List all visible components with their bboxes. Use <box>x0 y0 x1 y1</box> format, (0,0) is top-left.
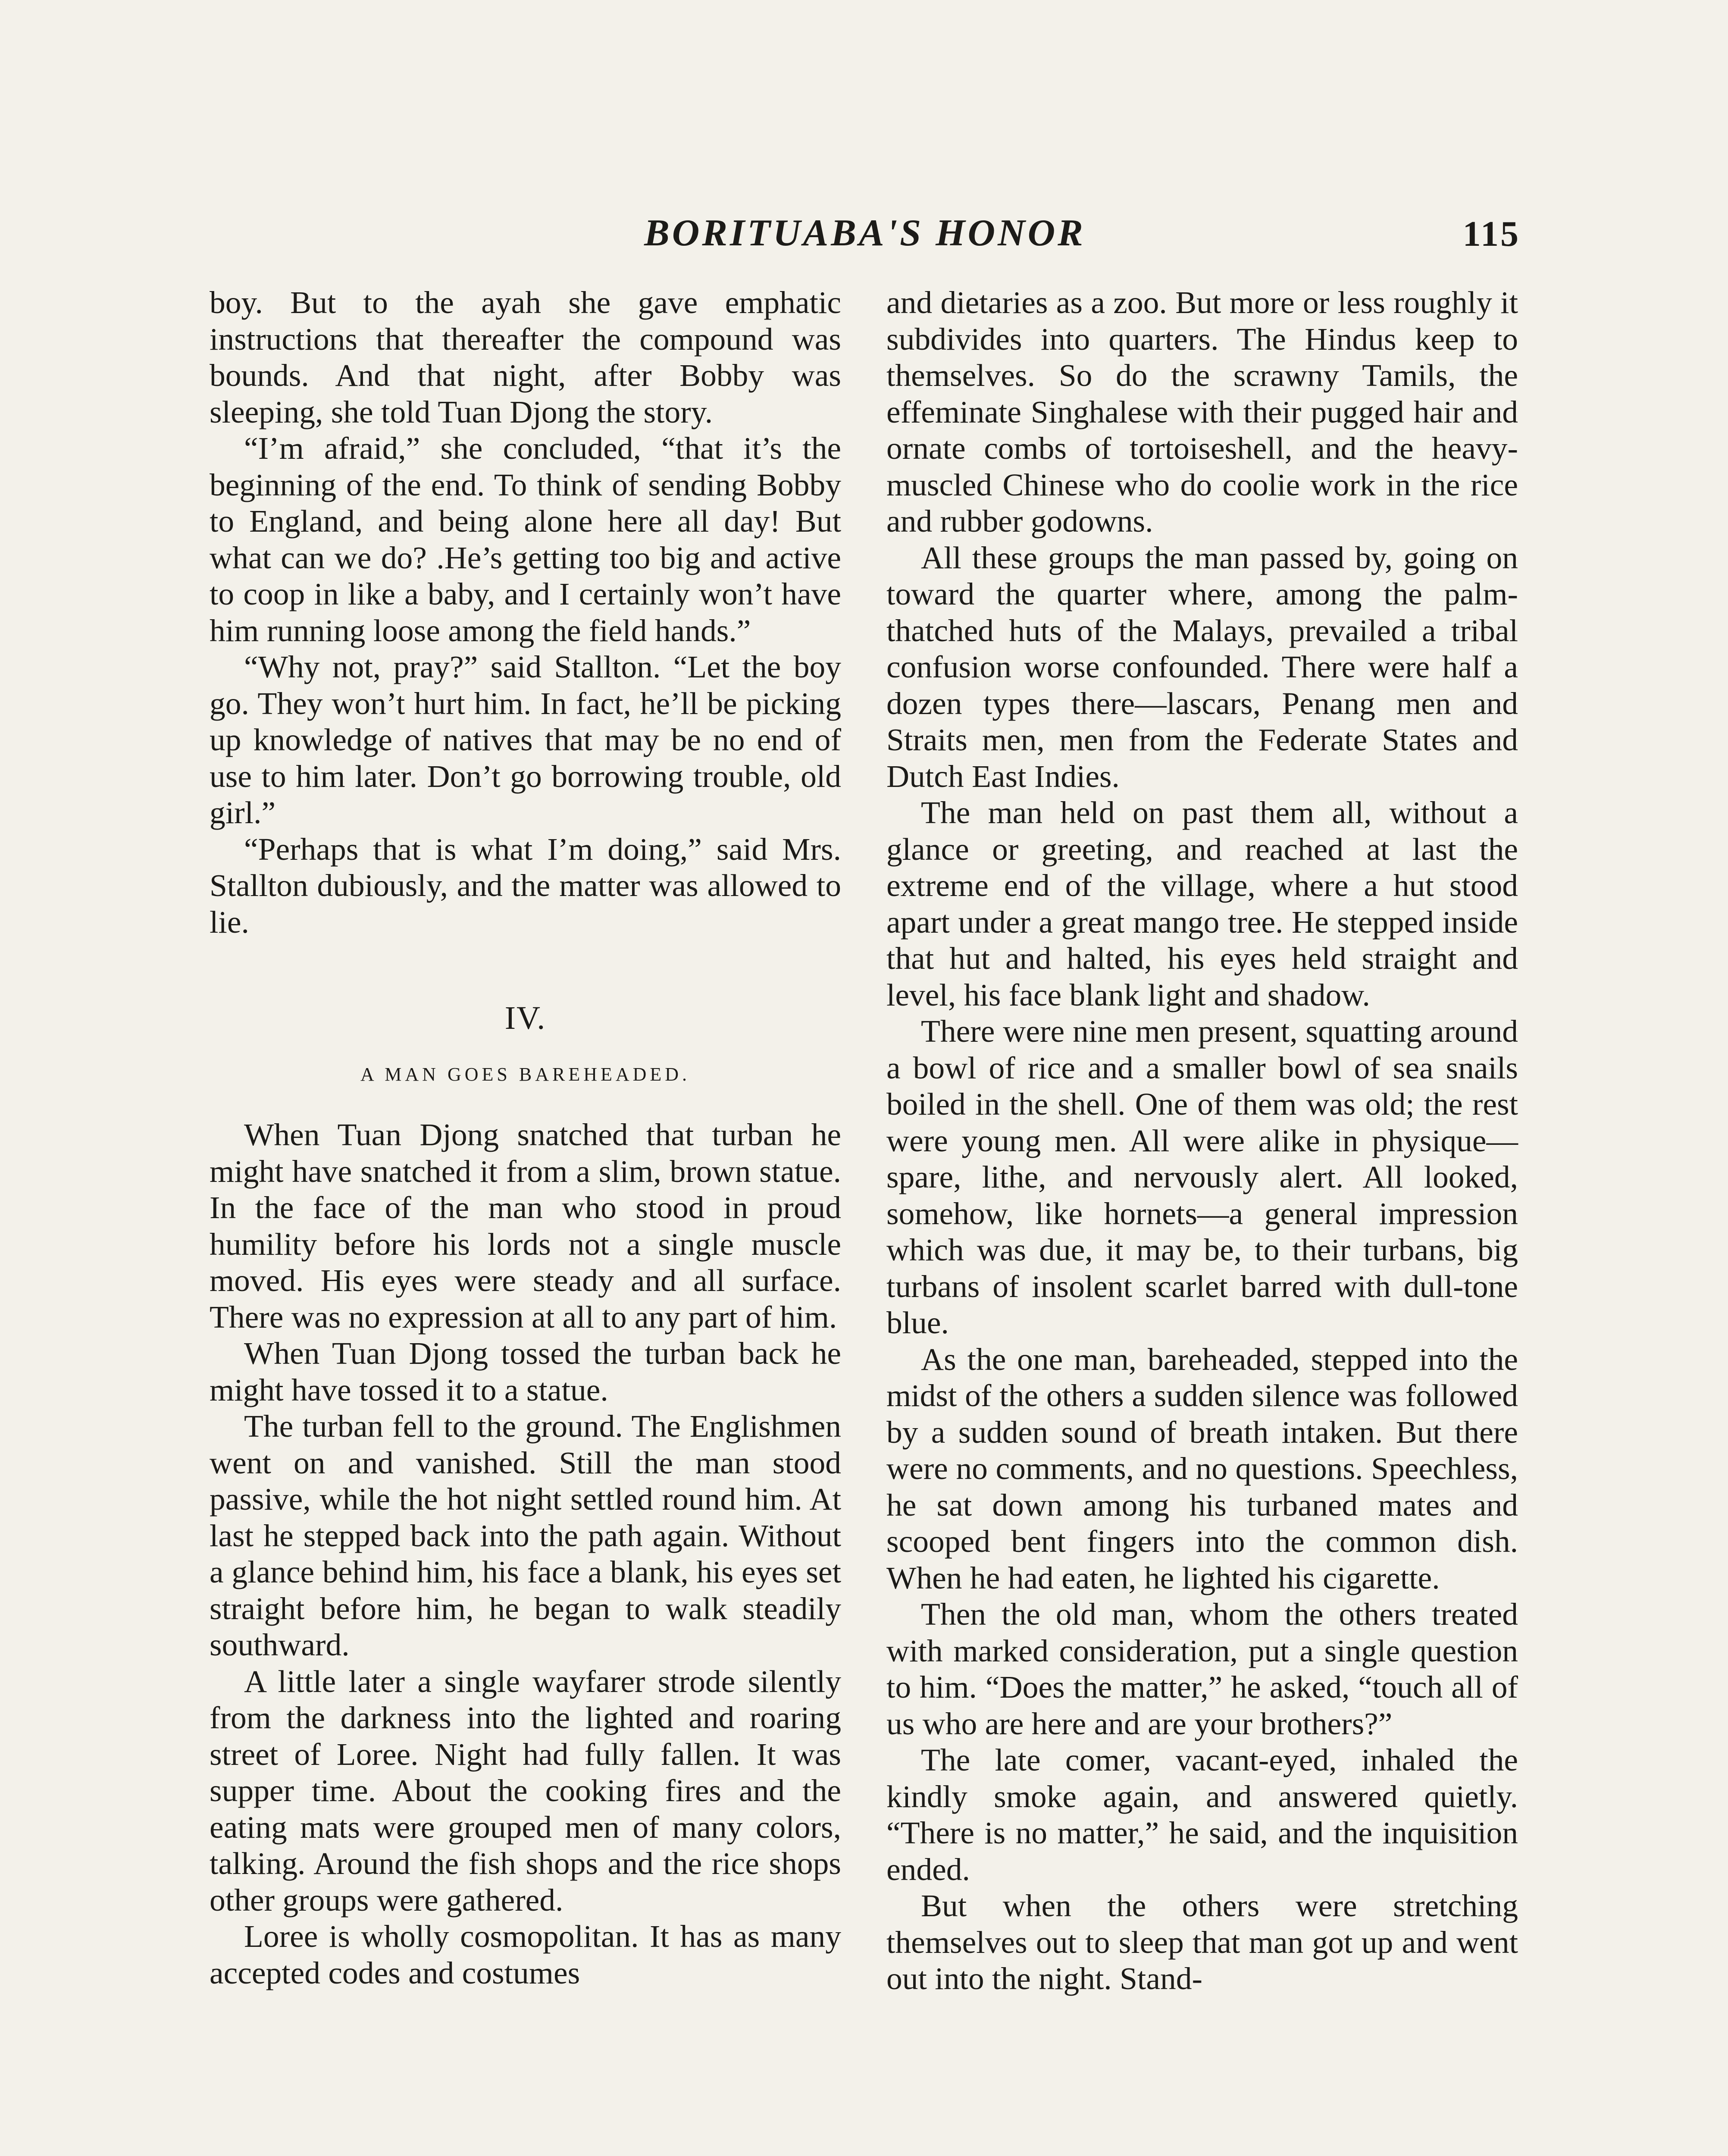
paragraph: The late comer, vacant-eyed, inhaled the kindly smoke again, and answered quietly. “There is no matter,” he said, and the inquisition ended. <box>886 1742 1518 1887</box>
page-header <box>210 211 1520 272</box>
chapter-title: A MAN GOES BAREHEADED. <box>360 1063 691 1085</box>
paragraph: When Tuan Djong snatched that turban he might have snatched it from a slim, brown statue. In the face of the man who stood in proud humility before his lords not a single muscle moved. His eyes were steady and all surface. There was no expression at all to any part of him. <box>210 1117 841 1335</box>
paragraph: The turban fell to the ground. The Englishmen went on and vanished. Still the man stood passive, while the hot night settled round him. At last he stepped back into the path again. Without a glance behind him, his face a blank, his eyes set straight before him, he began to walk steadily southward. <box>210 1409 841 1662</box>
paragraph: Then the old man, whom the others treated with marked consideration, put a single question to him. “Does the matter,” he asked, “touch all of us who are here and are your brothers?” <box>886 1597 1518 1741</box>
paragraph: and dietaries as a zoo. But more or less roughly it subdivides into quarters. The Hindus keep to themselves. So do the scrawny Tamils, the effeminate Singhalese with their pugged hair and ornate combs of tortoiseshell, and the heavy-muscled Chinese who do coolie work in the rice and rubber godowns. <box>886 285 1518 539</box>
paragraph: All these groups the man passed by, going on toward the quarter where, among the palm-thatched huts of the Malays, prevailed a tribal confusion worse confounded. There were half a dozen types there—lascars, Penang men and Straits men, men from the Federate States and Dutch East Indies. <box>886 540 1518 794</box>
running-title: BORITUABA'S HONOR <box>644 212 1086 254</box>
paragraph: As the one man, bareheaded, stepped into the midst of the others a sudden silence was followed by a sudden sound of breath intaken. But there were no comments, and no questions. Speechless, he sat down among his turbaned mates and scooped bent fingers into the common dish. When he had eaten, he lighted his cigarette. <box>886 1341 1518 1595</box>
left-column <box>210 285 841 1991</box>
paragraph: “I’m afraid,” she concluded, “that it’s the beginning of the end. To think of sending Bobby to England, and being alone here all day! But what can we do? .He’s getting too big and active to coop in like a baby, and I certainly won’t have him running loose among the field hands.” <box>210 431 841 648</box>
paragraph: boy. But to the ayah she gave emphatic instructions that thereafter the compound was bounds. And that night, after Bobby was sleeping, she told Tuan Djong the story. <box>210 285 841 429</box>
paragraph: When Tuan Djong tossed the turban back he might have tossed it to a statue. <box>210 1336 841 1407</box>
paragraph: “Perhaps that is what I’m doing,” said Mrs. Stallton dubiously, and the matter was allowed to lie. <box>210 831 841 940</box>
right-column <box>886 285 1518 1997</box>
paragraph: There were nine men present, squatting around a bowl of rice and a smaller bowl of sea snails boiled in the shell. One of them was old; the rest were young men. All were alike in physique—spare, lithe, and nervously alert. All looked, somehow, like hornets—a general impression which was due, it may be, to their turbans, big turbans of insolent scarlet barred with dull-tone blue. <box>886 1014 1518 1340</box>
chapter-number: IV. <box>504 1000 546 1036</box>
paragraph: A little later a single wayfarer strode silently from the darkness into the lighted and roaring street of Loree. Night had fully fallen. It was supper time. About the cooking fires and the eating mats were grouped men of many colors, talking. Around the fish shops and the rice shops other groups were gathered. <box>210 1664 841 1918</box>
page-number: 115 <box>1462 214 1520 254</box>
paragraph: Loree is wholly cosmopolitan. It has as many accepted codes and costumes <box>210 1919 841 1990</box>
paragraph: The man held on past them all, without a glance or greeting, and reached at last the extreme end of the village, where a hut stood apart under a great mango tree. He stepped inside that hut and halted, his eyes held straight and level, his face blank light and shadow. <box>886 795 1518 1012</box>
paragraph: But when the others were stretching themselves out to sleep that man got up and went out into the night. Stand- <box>886 1888 1518 1996</box>
paragraph: “Why not, pray?” said Stallton. “Let the boy go. They won’t hurt him. In fact, he’ll be picking up knowledge of natives that may be no end of use to him later. Don’t go borrowing trouble, old girl.” <box>210 649 841 830</box>
